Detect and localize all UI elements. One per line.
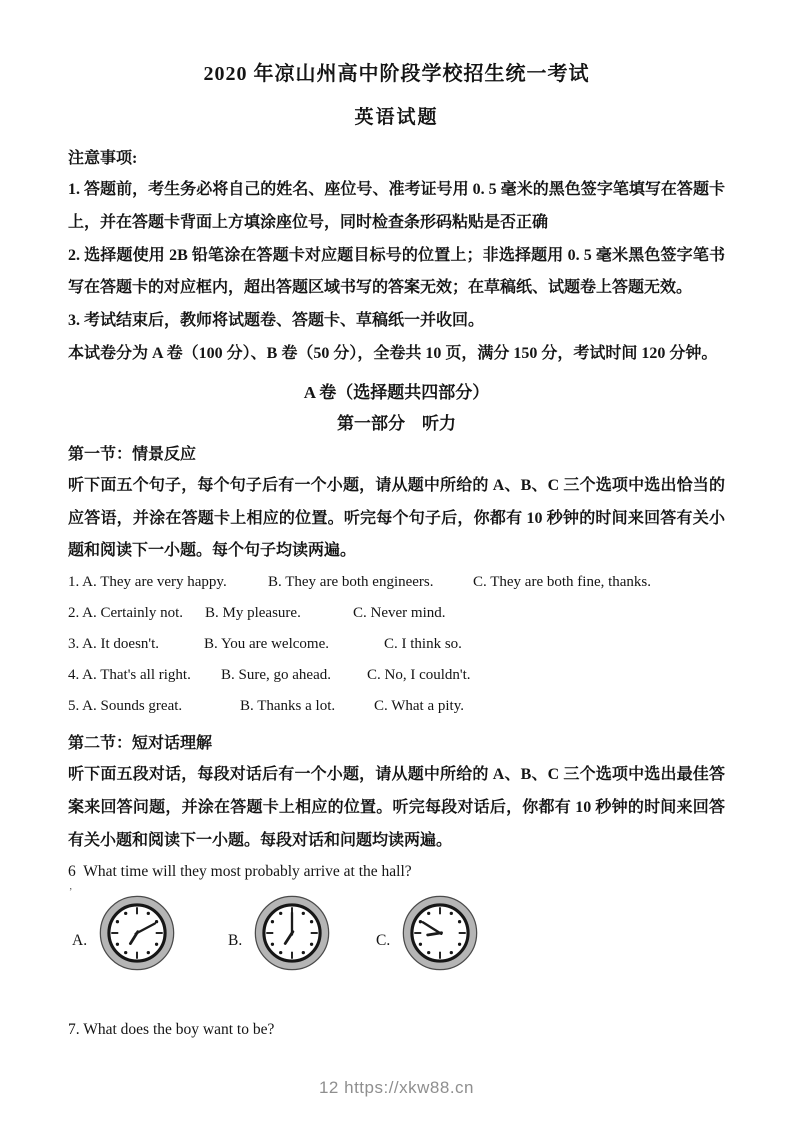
analog-clock-icon-c	[401, 894, 479, 972]
scan-artifact: ’	[69, 886, 73, 898]
option-b: B. They are both engineers.	[268, 574, 434, 591]
analog-clock-icon-a	[98, 894, 176, 972]
notice-item-1: 1. 答题前，考生务必将自己的姓名、座位号、准考证号用 0. 5 毫米的黑色签字笔填写在答题卡上，并在答题卡背面上方填涂座位号，同时检查条形码粘贴是否正确	[68, 181, 725, 231]
option-b: B. You are welcome.	[204, 636, 329, 653]
option-b: B. Sure, go ahead.	[221, 667, 331, 684]
option-c: C. No, I couldn't.	[367, 667, 471, 684]
paper-summary: 本试卷分为 A 卷（100 分）、B 卷（50 分），全卷共 10 页，满分 150 分，考试时间 120 分钟。	[68, 344, 718, 362]
part1-heading: 第一部分 听力	[337, 413, 456, 433]
option-c: C. Never mind.	[353, 605, 446, 622]
clock-option-label-c: C.	[376, 931, 391, 949]
option-c: C. They are both fine, thanks.	[473, 574, 652, 591]
question-row-3	[68, 635, 725, 653]
question-row-5	[68, 697, 725, 715]
option-a: 3. A. It doesn't.	[68, 636, 160, 653]
notice-item-2: 2. 选择题使用 2B 铅笔涂在答题卡对应题目标号的位置上；非选择题用 0. 5 毫米黑色签字笔书写在答题卡的对应框内，超出答题区域书写的答案无效；在草稿纸、试题卷上答题无效。	[68, 246, 725, 297]
question-row-4	[68, 666, 725, 684]
clock-option-label-a: A.	[72, 931, 88, 949]
section2-instructions: 听下面五段对话，每段对话后有一个小题，请从题中所给的 A、B、C 三个选项中选出最佳答案来回答问题，并涂在答题卡上相应的位置。听完每段对话后，你都有 10 秒钟的时间来回答有关小题和阅读下一小题。每段对话和问题均读两遍。	[68, 766, 725, 849]
notice-item-3: 3. 考试结束后，教师将试题卷、答题卡、草稿纸一并收回。	[68, 312, 485, 330]
question-row-2	[68, 604, 725, 622]
section1-instructions: 听下面五个句子，每个句子后有一个小题，请从题中所给的 A、B、C 三个选项中选出恰当的应答语，并涂在答题卡上相应的位置。听完每个句子后，你都有 10 秒钟的时间来回答有关小题和阅读下一小题。每个句子均读两遍。	[68, 476, 725, 560]
page-number: 12	[318, 1078, 339, 1097]
paper-a-heading: A 卷（选择题共四部分）	[303, 382, 490, 402]
question-6: 6 What time will they most probably arrive at the hall?	[68, 862, 412, 880]
analog-clock-icon-b	[253, 894, 331, 972]
option-a: 5. A. Sounds great.	[68, 698, 183, 715]
option-b: B. Thanks a lot.	[240, 698, 336, 715]
notice-heading: 注意事项:	[68, 150, 138, 167]
question-row-1	[68, 573, 725, 591]
option-a: 2. A. Certainly not.	[68, 605, 183, 622]
listening-questions-1-5	[68, 573, 725, 715]
exam-subtitle: 英语试题	[354, 107, 439, 128]
clock-option-label-b: B.	[228, 931, 243, 949]
section1-heading: 第一节：情景反应	[68, 445, 197, 463]
option-c: C. What a pity.	[374, 698, 464, 715]
exam-title: 2020 年凉山州高中阶段学校招生统一考试	[203, 63, 590, 85]
option-a: 4. A. That's all right.	[68, 667, 191, 684]
option-a: 1. A. They are very happy.	[68, 574, 227, 591]
question-6-clock-options	[68, 888, 725, 1006]
section2-heading: 第二节：短对话理解	[68, 735, 213, 753]
page-footer	[0, 1078, 793, 1098]
option-c: C. I think so.	[384, 636, 462, 653]
question-7: 7. What does the boy want to be?	[68, 1020, 275, 1038]
option-b: B. My pleasure.	[205, 605, 301, 622]
footer-url: https://xkw88.cn	[344, 1078, 475, 1097]
